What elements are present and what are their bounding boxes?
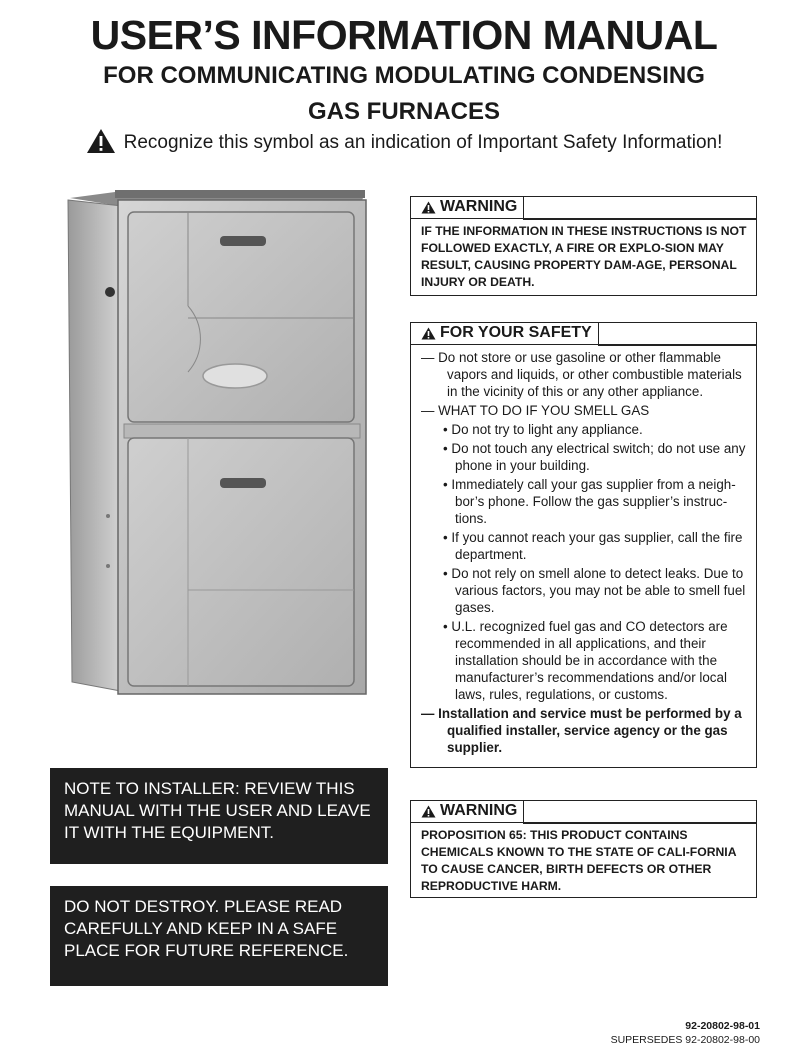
safety-bullet: • Immediately call your gas supplier from a neigh-bor’s phone. Follow the gas supplier’s instruc-tions. bbox=[443, 477, 736, 526]
safety-item-storage: — Do not store or use gasoline or other flammable vapors and liquids, or other combustible materials in the vicinity of this or any other appliance. bbox=[421, 350, 742, 399]
safety-header bbox=[411, 323, 599, 345]
manual-subtitle-line1: FOR COMMUNICATING MODULATING CONDENSING bbox=[103, 62, 705, 89]
supersedes-note: SUPERSEDES 92-20802-98-00 bbox=[610, 1034, 760, 1046]
warning-header bbox=[411, 197, 524, 219]
furnace-image bbox=[60, 186, 378, 696]
warning-text: IF THE INFORMATION IN THESE INSTRUCTIONS IS NOT FOLLOWED EXACTLY, A FIRE OR EXPLO-SION MAY RESULT, CAUSING PROPERTY DAM-AGE, PERSONAL INJURY OR DEATH. bbox=[421, 224, 747, 289]
warning-triangle-icon bbox=[421, 805, 436, 818]
warning-header bbox=[411, 801, 524, 823]
safety-bullet: • U.L. recognized fuel gas and CO detectors are recommended in all applications, and their installation should be in accordance with the manufacturer’s recommendations and/or local laws, rules, regulations, or customs. bbox=[443, 619, 728, 702]
safety-bullet: • Do not rely on smell alone to detect leaks. Due to various factors, you may not be able to smell fuel gases. bbox=[443, 566, 746, 615]
safety-item-installation: — Installation and service must be performed by a qualified installer, service agency or the gas supplier. bbox=[421, 706, 742, 755]
note-to-installer: NOTE TO INSTALLER: REVIEW THIS MANUAL WITH THE USER AND LEAVE IT WITH THE EQUIPMENT. bbox=[50, 768, 388, 864]
safety-box bbox=[410, 322, 757, 768]
part-number: 92-20802-98-01 bbox=[685, 1020, 760, 1032]
safety-item-smell-gas: — WHAT TO DO IF YOU SMELL GAS bbox=[421, 403, 650, 418]
safety-symbol-note bbox=[0, 128, 808, 154]
safety-bullet: • Do not touch any electrical switch; do not use any phone in your building. bbox=[443, 441, 746, 473]
warning-box-fire bbox=[410, 196, 757, 296]
warning-triangle-icon bbox=[421, 327, 436, 340]
safety-label: FOR YOUR SAFETY bbox=[440, 324, 592, 341]
warning-box-prop65 bbox=[410, 800, 757, 898]
manual-subtitle-line2: GAS FURNACES bbox=[307, 98, 500, 125]
warning-label: WARNING bbox=[440, 198, 518, 215]
warning-text: PROPOSITION 65: THIS PRODUCT CONTAINS CHEMICALS KNOWN TO THE STATE OF CALI-FORNIA TO CAUSE CANCER, BIRTH DEFECTS OR OTHER REPRODUCTIVE HARM. bbox=[421, 828, 737, 893]
do-not-destroy-note: DO NOT DESTROY. PLEASE READ CAREFULLY AND KEEP IN A SAFE PLACE FOR FUTURE REFERENCE. bbox=[50, 886, 388, 986]
safety-list bbox=[411, 345, 756, 764]
warning-label: WARNING bbox=[440, 802, 518, 819]
warning-triangle-icon bbox=[86, 128, 116, 154]
safety-bullet: • Do not try to light any appliance. bbox=[443, 422, 643, 437]
warning-triangle-icon bbox=[421, 201, 436, 214]
manual-title: USER’S INFORMATION MANUAL bbox=[90, 12, 718, 58]
safety-bullet: • If you cannot reach your gas supplier, call the fire department. bbox=[443, 530, 743, 562]
symbol-note-text: Recognize this symbol as an indication of Important Safety Information! bbox=[123, 132, 723, 153]
